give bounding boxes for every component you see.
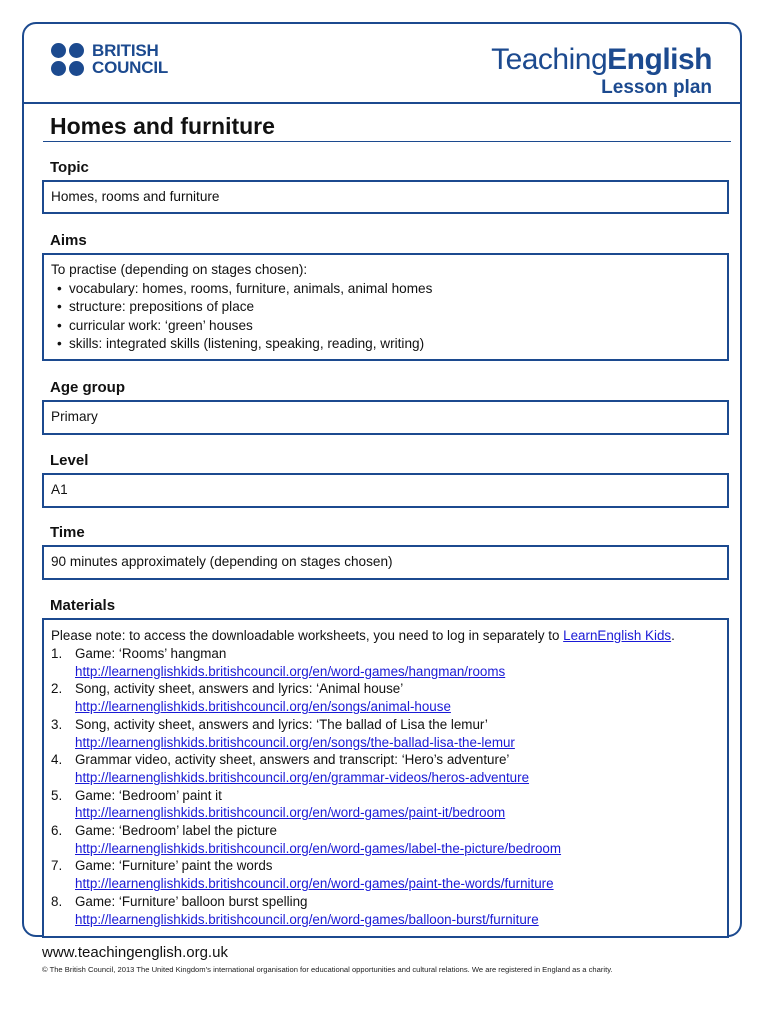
topic-heading: Topic bbox=[50, 159, 89, 176]
time-heading: Time bbox=[50, 524, 85, 541]
material-link[interactable]: http://learnenglishkids.britishcouncil.org/en/word-games/hangman/rooms bbox=[75, 663, 506, 679]
item-number: 8. bbox=[51, 893, 63, 909]
time-text: 90 minutes approximately (depending on stages chosen) bbox=[51, 554, 393, 569]
list-item: • curricular work: ‘green’ houses bbox=[57, 317, 721, 336]
footer-copyright: © The British Council, 2013 The United Kingdom’s international organisation for educational opportunities and cultural relations. We are registered in England as a charity. bbox=[42, 965, 613, 974]
page-title: Homes and furniture bbox=[50, 113, 275, 139]
list-item bbox=[51, 893, 721, 928]
materials-note-suffix: . bbox=[671, 628, 675, 643]
list-item bbox=[51, 787, 721, 822]
item-text: Game: ‘Bedroom’ paint it bbox=[75, 787, 222, 803]
title-underline bbox=[43, 141, 731, 142]
materials-box bbox=[42, 618, 729, 938]
teaching-word: Teaching bbox=[491, 43, 608, 76]
item-number: 4. bbox=[51, 752, 63, 768]
list-item: • structure: prepositions of place bbox=[57, 298, 721, 317]
british-council-line1: BRITISH bbox=[92, 41, 159, 60]
aims-intro: To practise (depending on stages chosen): bbox=[51, 262, 308, 277]
item-text: Game: ‘Furniture’ balloon burst spelling bbox=[75, 893, 308, 909]
item-text: Song, activity sheet, answers and lyrics: ‘The ballad of Lisa the lemur’ bbox=[75, 716, 488, 732]
level-heading: Level bbox=[50, 452, 89, 469]
materials-list bbox=[51, 645, 721, 928]
materials-note bbox=[51, 627, 721, 645]
topic-text: Homes, rooms and furniture bbox=[51, 189, 220, 204]
item-text: Game: ‘Rooms’ hangman bbox=[75, 646, 227, 661]
list-item bbox=[51, 857, 721, 892]
item-text: Game: ‘Furniture’ paint the words bbox=[75, 858, 273, 874]
material-link[interactable]: http://learnenglishkids.britishcouncil.org/en/word-games/paint-the-words/furniture bbox=[75, 876, 554, 892]
aims-list bbox=[51, 280, 721, 354]
material-link[interactable]: http://learnenglishkids.britishcouncil.org/en/word-games/balloon-burst/furniture bbox=[75, 911, 539, 927]
item-number: 3. bbox=[51, 716, 63, 732]
materials-note-prefix: Please note: to access the downloadable worksheets, you need to log in separately to bbox=[51, 628, 564, 643]
material-link[interactable]: http://learnenglishkids.britishcouncil.org/en/songs/the-ballad-lisa-the-lemur bbox=[75, 734, 515, 750]
age-group-heading: Age group bbox=[50, 379, 125, 396]
material-link[interactable]: http://learnenglishkids.britishcouncil.org/en/songs/animal-house bbox=[75, 699, 451, 715]
english-word: English bbox=[607, 43, 712, 76]
aims-heading: Aims bbox=[50, 232, 87, 249]
level-box bbox=[42, 473, 729, 508]
list-item bbox=[51, 822, 721, 857]
footer-website: www.teachingenglish.org.uk bbox=[42, 944, 228, 961]
material-link[interactable]: http://learnenglishkids.britishcouncil.org/en/grammar-videos/heros-adventure bbox=[75, 769, 530, 785]
item-number: 5. bbox=[51, 787, 63, 803]
list-item: • skills: integrated skills (listening, speaking, reading, writing) bbox=[57, 335, 721, 354]
item-number: 7. bbox=[51, 858, 63, 874]
item-number: 6. bbox=[51, 823, 63, 839]
teaching-english-logo bbox=[491, 44, 712, 99]
materials-heading: Materials bbox=[50, 597, 116, 614]
list-item bbox=[51, 751, 721, 786]
item-text: Game: ‘Bedroom’ label the picture bbox=[75, 823, 277, 839]
age-group-box bbox=[42, 400, 729, 435]
topic-box bbox=[42, 180, 729, 214]
item-number: 2. bbox=[51, 681, 63, 697]
age-group-text: Primary bbox=[51, 409, 98, 424]
teaching-english-wordmark bbox=[491, 44, 712, 76]
british-council-line2: COUNCIL bbox=[92, 58, 169, 77]
item-text: Grammar video, activity sheet, answers and transcript: ‘Hero’s adventure’ bbox=[75, 752, 510, 768]
list-item bbox=[51, 645, 721, 680]
material-link[interactable]: http://learnenglishkids.britishcouncil.org/en/word-games/label-the-picture/bedroom bbox=[75, 840, 562, 856]
lesson-plan-label: Lesson plan bbox=[601, 77, 712, 98]
learnenglish-kids-link[interactable]: LearnEnglish Kids bbox=[563, 628, 672, 643]
british-council-wordmark bbox=[92, 42, 232, 76]
aims-box bbox=[42, 253, 729, 361]
list-item: • vocabulary: homes, rooms, furniture, animals, animal homes bbox=[57, 280, 721, 299]
header-divider bbox=[24, 102, 740, 104]
time-box bbox=[42, 545, 729, 580]
list-item bbox=[51, 716, 721, 751]
material-link[interactable]: http://learnenglishkids.britishcouncil.org/en/word-games/paint-it/bedroom bbox=[75, 805, 506, 821]
item-text: Song, activity sheet, answers and lyrics: ‘Animal house’ bbox=[75, 681, 404, 697]
level-text: A1 bbox=[51, 482, 68, 497]
list-item bbox=[51, 680, 721, 715]
item-number: 1. bbox=[51, 646, 63, 661]
british-council-dots-icon bbox=[51, 43, 87, 77]
